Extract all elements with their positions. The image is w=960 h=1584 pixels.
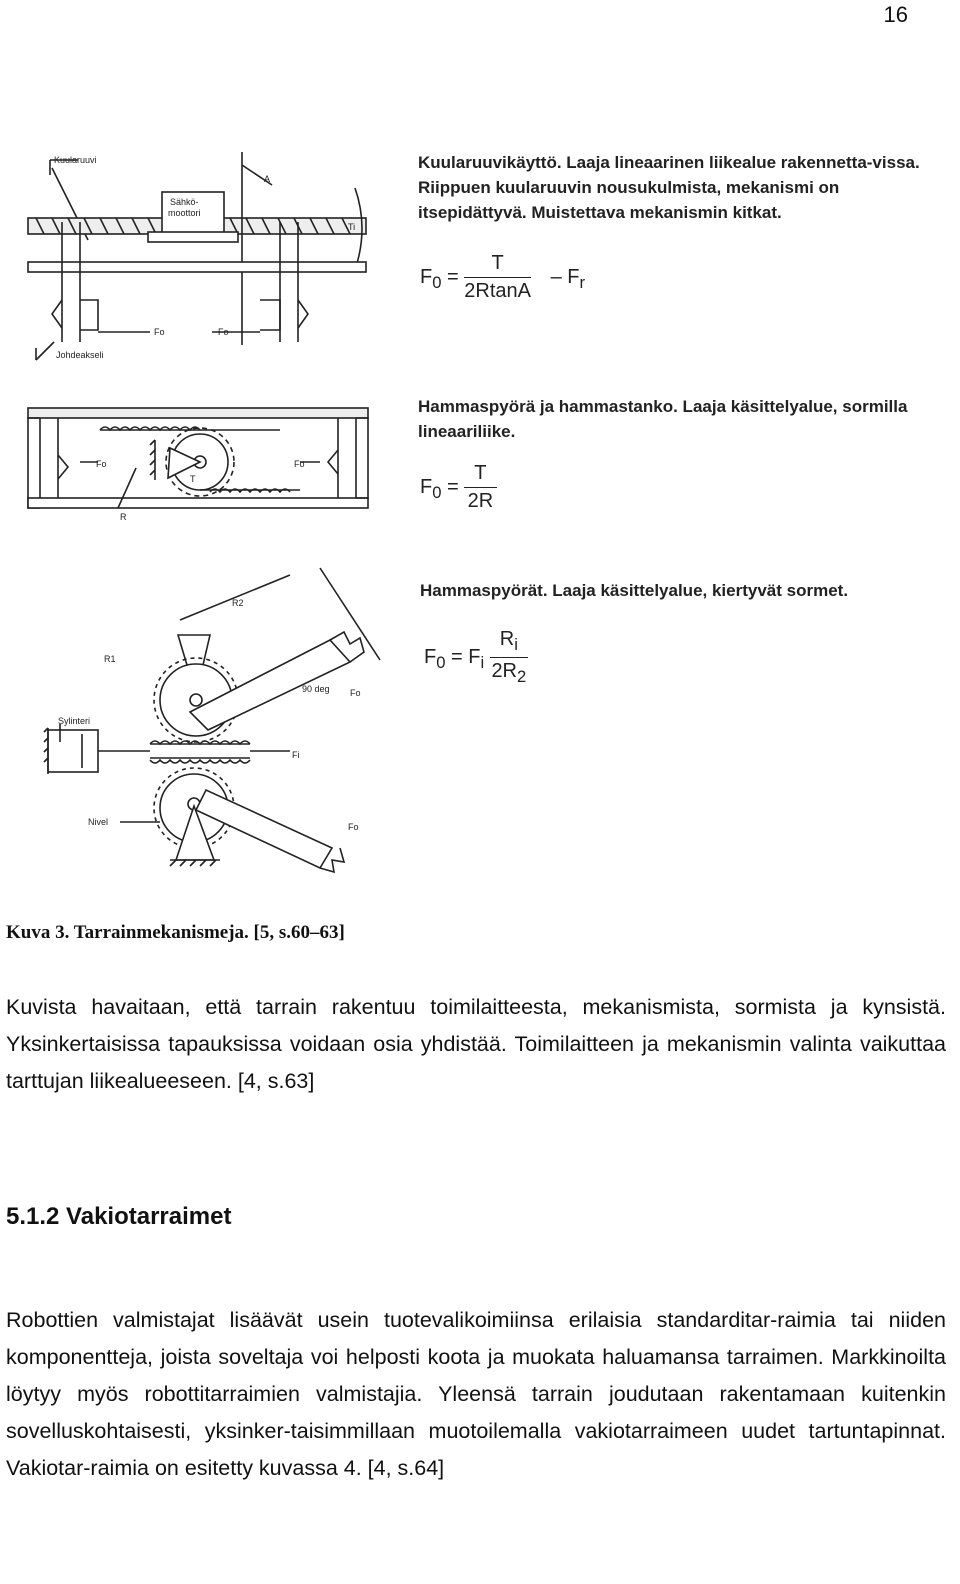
mech1-description: Kuularuuvikäyttö. Laaja lineaarinen liikealue rakennetta-vissa. Riippuen kuularuuvin nousukulmista, mekanismi on itsepidättyvä. Muistettava mekanismin kitkat. — [418, 153, 920, 222]
section-heading: 5.1.2 Vakiotarraimet — [6, 1203, 232, 1230]
mech2-formula — [420, 462, 497, 513]
paragraph-1: Kuvista havaitaan, että tarrain rakentuu toimilaitteesta, mekanismista, sormista ja kynsistä. Yksinkertaisissa tapauksissa voidaan osia yhdistää. Toimilaitteen ja mekanismin valinta vaikuttaa tarttujan liikealueeseen. [4, s.63] — [6, 995, 946, 1093]
label-force-right-1: Fo — [218, 327, 229, 337]
formula-numerator: T — [464, 252, 531, 278]
mech1-formula — [420, 252, 585, 303]
label-angle-a: A — [264, 174, 271, 184]
rack-pinion-drawing — [28, 408, 368, 508]
formula-lhs: F — [420, 475, 433, 498]
formula-den-text: 2R — [491, 660, 518, 682]
formula-den-sub: 2 — [517, 667, 527, 686]
label-force-bottom-3: Fo — [348, 822, 359, 832]
label-torque-t: T — [190, 474, 196, 484]
formula-rhs: F — [567, 265, 580, 288]
label-motor-1: Sähkö- — [170, 197, 199, 207]
formula-lhs: F — [420, 265, 433, 288]
label-r2: R2 — [232, 598, 244, 608]
label-motor-2: moottori — [168, 208, 201, 218]
formula-lhs-sub: 0 — [432, 482, 442, 502]
formula-numerator — [490, 628, 528, 658]
formula-mid: F — [468, 645, 481, 668]
label-r1: R1 — [104, 654, 116, 664]
label-force-top-3: Fo — [350, 688, 361, 698]
label-90-deg: 90 deg — [302, 684, 330, 694]
formula-eq: = — [447, 265, 459, 288]
formula-mid-sub: i — [480, 652, 485, 672]
formula-eq: = — [447, 475, 459, 498]
label-joint: Nivel — [88, 817, 109, 827]
formula-minus: – — [550, 265, 562, 288]
formula-numerator: T — [464, 462, 496, 488]
label-radius-r: R — [120, 512, 127, 522]
mech2-description: Hammaspyörä ja hammastanko. Laaja käsittelyalue, sormilla lineaariliike. — [418, 397, 908, 441]
mech3-formula — [424, 628, 528, 687]
label-force-left-1: Fo — [154, 327, 165, 337]
formula-num-sub: i — [514, 635, 518, 654]
formula-lhs: F — [424, 645, 437, 668]
label-guide-shaft: Johdeakseli — [56, 350, 104, 360]
label-force-left-2: Fo — [96, 459, 107, 469]
formula-denominator: 2R — [467, 490, 494, 512]
paragraph-2: Robottien valmistajat lisäävät usein tuotevalikoimiinsa erilaisia standarditar-raimia tai niiden komponentteja, joista soveltaja voi helposti koota ja muokata haluamansa tarraimen. Markkinoilta löytyy myös robottitarraimien valmistajia. Yleensä tarrain joudutaan rakentamaan kuitenkin sovelluskohtaisesti, yksinker-taisimmillaan muotoilemalla vakiotarraimeen uudet tartuntapinnat. Vakiotar-raimia on esitetty kuvassa 4. [4, s.64] — [6, 1308, 946, 1480]
formula-fraction — [464, 462, 496, 513]
figure-caption: Kuva 3. Tarrainmekanismeja. [5, s.60–63] — [6, 922, 345, 943]
ball-screw-drawing — [28, 152, 366, 360]
label-cylinder: Sylinteri — [58, 716, 91, 726]
formula-eq: = — [451, 645, 463, 668]
formula-lhs-sub: 0 — [432, 272, 442, 292]
label-ball-screw: Kuularuuvi — [54, 155, 97, 165]
formula-lhs-sub: 0 — [436, 652, 446, 672]
mech3-description: Hammaspyörät. Laaja käsittelyalue, kiertyvät sormet. — [420, 581, 849, 600]
label-torque-ti: Ti — [348, 222, 356, 232]
label-force-right-2: Fo — [294, 459, 305, 469]
label-force-input: Fi — [292, 750, 300, 760]
formula-fraction — [464, 252, 531, 303]
formula-rhs-sub: r — [579, 272, 586, 292]
page-number: 16 — [883, 2, 908, 27]
formula-fraction — [490, 628, 528, 687]
formula-num-text: R — [499, 628, 515, 650]
formula-denominator: 2RtanA — [464, 280, 532, 302]
formula-denominator — [490, 658, 528, 687]
